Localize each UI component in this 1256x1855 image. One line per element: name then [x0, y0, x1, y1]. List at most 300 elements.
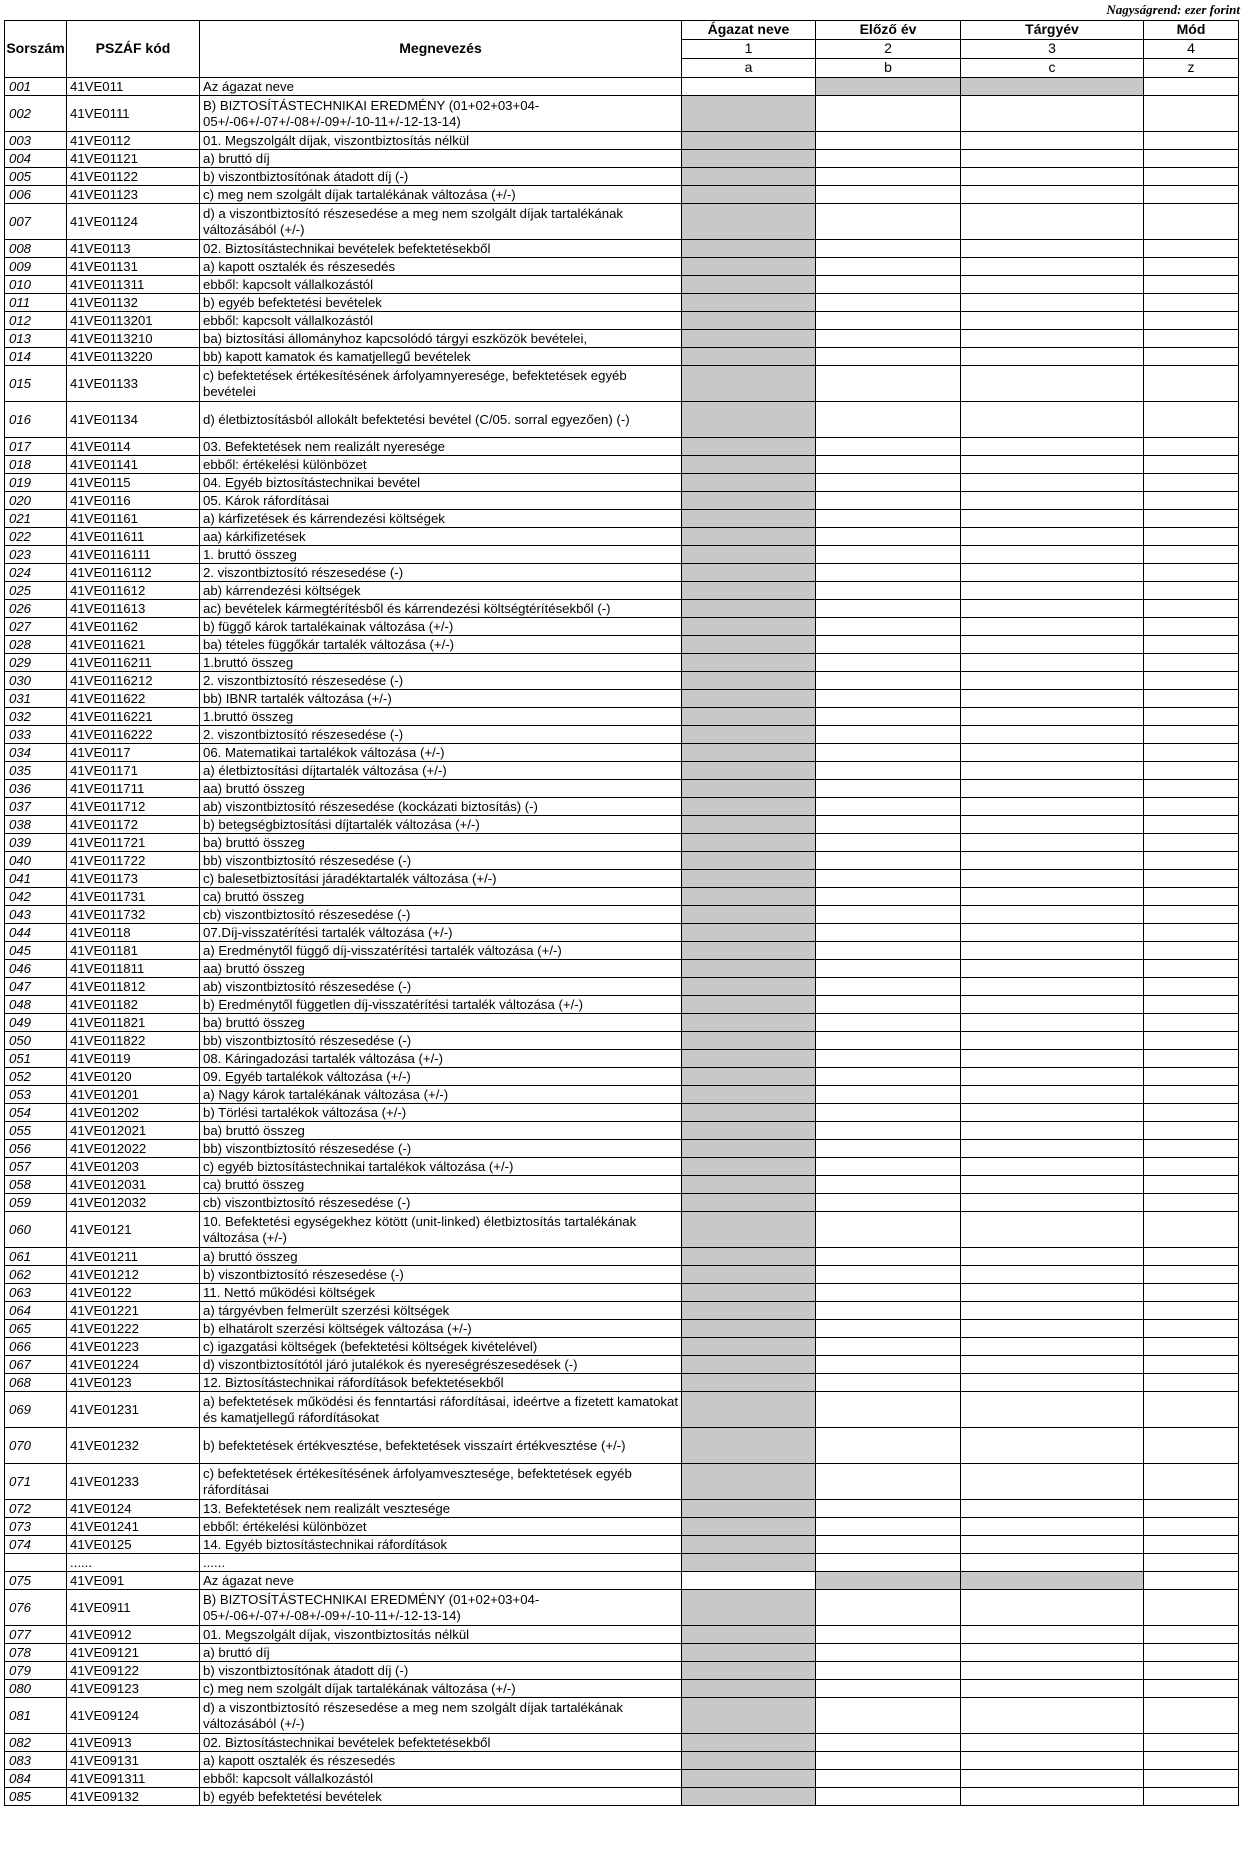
cell-mod[interactable] — [1144, 636, 1239, 654]
cell-targyev[interactable] — [961, 1752, 1144, 1770]
cell-elozo-ev[interactable] — [816, 1428, 961, 1464]
cell-mod[interactable] — [1144, 672, 1239, 690]
row-code: 41VE012022 — [67, 1140, 200, 1158]
cell-mod[interactable] — [1144, 1104, 1239, 1122]
cell-elozo-ev[interactable] — [816, 1644, 961, 1662]
cell-targyev[interactable] — [961, 276, 1144, 294]
cell-mod[interactable] — [1144, 1050, 1239, 1068]
cell-mod[interactable] — [1144, 744, 1239, 762]
row-number: 067 — [5, 1356, 67, 1374]
header-megnevezes: Megnevezés — [200, 21, 682, 78]
cell-mod[interactable] — [1144, 1302, 1239, 1320]
cell-elozo-ev[interactable] — [816, 276, 961, 294]
cell-targyev[interactable] — [961, 780, 1144, 798]
row-code: 41VE01162 — [67, 618, 200, 636]
cell-targyev[interactable] — [961, 1680, 1144, 1698]
row-number: 078 — [5, 1644, 67, 1662]
cell-mod[interactable] — [1144, 1356, 1239, 1374]
cell-elozo-ev[interactable] — [816, 1158, 961, 1176]
cell-mod[interactable] — [1144, 888, 1239, 906]
cell-targyev[interactable] — [961, 492, 1144, 510]
cell-elozo-ev[interactable] — [816, 1068, 961, 1086]
cell-targyev[interactable] — [961, 1158, 1144, 1176]
cell-targyev[interactable] — [961, 1140, 1144, 1158]
cell-mod[interactable] — [1144, 1086, 1239, 1104]
cell-elozo-ev[interactable] — [816, 1248, 961, 1266]
cell-mod[interactable] — [1144, 528, 1239, 546]
cell-elozo-ev[interactable] — [816, 834, 961, 852]
cell-targyev[interactable] — [961, 924, 1144, 942]
row-code: 41VE012021 — [67, 1122, 200, 1140]
cell-mod[interactable] — [1144, 1428, 1239, 1464]
cell-targyev[interactable] — [961, 1014, 1144, 1032]
cell-targyev[interactable] — [961, 1284, 1144, 1302]
cell-targyev[interactable] — [961, 978, 1144, 996]
cell-targyev[interactable] — [961, 1788, 1144, 1806]
cell-elozo-ev[interactable] — [816, 312, 961, 330]
cell-elozo-ev[interactable] — [816, 852, 961, 870]
cell-targyev[interactable] — [961, 834, 1144, 852]
row-label: ebből: kapcsolt vállalkozástól — [200, 276, 682, 294]
cell-elozo-ev[interactable] — [816, 600, 961, 618]
table-body — [5, 78, 1239, 1806]
cell-elozo-ev[interactable] — [816, 564, 961, 582]
cell-mod[interactable] — [1144, 600, 1239, 618]
cell-elozo-ev[interactable] — [816, 1788, 961, 1806]
cell-agazat — [682, 1122, 816, 1140]
cell-targyev[interactable] — [961, 186, 1144, 204]
cell-elozo-ev[interactable] — [816, 1266, 961, 1284]
cell-mod[interactable] — [1144, 1212, 1239, 1248]
cell-mod[interactable] — [1144, 942, 1239, 960]
cell-elozo-ev[interactable] — [816, 204, 961, 240]
cell-targyev[interactable] — [961, 294, 1144, 312]
cell-elozo-ev[interactable] — [816, 150, 961, 168]
cell-elozo-ev[interactable] — [816, 402, 961, 438]
cell-mod[interactable] — [1144, 852, 1239, 870]
row-label: ca) bruttó összeg — [200, 888, 682, 906]
cell-elozo-ev[interactable] — [816, 1500, 961, 1518]
cell-targyev[interactable] — [961, 798, 1144, 816]
cell-targyev[interactable] — [961, 96, 1144, 132]
cell-elozo-ev[interactable] — [816, 1734, 961, 1752]
cell-targyev[interactable] — [961, 1194, 1144, 1212]
cell-elozo-ev[interactable] — [816, 654, 961, 672]
cell-elozo-ev[interactable] — [816, 294, 961, 312]
cell-elozo-ev[interactable] — [816, 636, 961, 654]
row-label: 2. viszontbiztosító részesedése (-) — [200, 672, 682, 690]
cell-targyev[interactable] — [961, 744, 1144, 762]
cell-mod[interactable] — [1144, 564, 1239, 582]
cell-agazat — [682, 798, 816, 816]
cell-mod[interactable] — [1144, 1680, 1239, 1698]
row-number: 040 — [5, 852, 67, 870]
cell-elozo-ev[interactable] — [816, 1680, 961, 1698]
cell-elozo-ev[interactable] — [816, 1032, 961, 1050]
cell-mod[interactable] — [1144, 240, 1239, 258]
cell-elozo-ev[interactable] — [816, 1320, 961, 1338]
cell-mod[interactable] — [1144, 186, 1239, 204]
cell-targyev[interactable] — [961, 582, 1144, 600]
cell-elozo-ev[interactable] — [816, 438, 961, 456]
cell-mod[interactable] — [1144, 1158, 1239, 1176]
cell-elozo-ev[interactable] — [816, 168, 961, 186]
cell-elozo-ev[interactable] — [816, 1464, 961, 1500]
cell-mod[interactable] — [1144, 150, 1239, 168]
cell-targyev[interactable] — [961, 564, 1144, 582]
cell-targyev[interactable] — [961, 132, 1144, 150]
cell-mod[interactable] — [1144, 1590, 1239, 1626]
cell-targyev[interactable] — [961, 708, 1144, 726]
cell-elozo-ev[interactable] — [816, 1050, 961, 1068]
cell-mod[interactable] — [1144, 258, 1239, 276]
cell-mod[interactable] — [1144, 870, 1239, 888]
row-label: 1.bruttó összeg — [200, 708, 682, 726]
cell-elozo-ev[interactable] — [816, 672, 961, 690]
cell-elozo-ev[interactable] — [816, 906, 961, 924]
row-number: 074 — [5, 1536, 67, 1554]
cell-targyev[interactable] — [961, 312, 1144, 330]
cell-mod[interactable] — [1144, 456, 1239, 474]
cell-agazat — [682, 564, 816, 582]
cell-targyev[interactable] — [961, 1032, 1144, 1050]
cell-elozo-ev[interactable] — [816, 780, 961, 798]
cell-mod[interactable] — [1144, 366, 1239, 402]
cell-mod[interactable] — [1144, 1176, 1239, 1194]
cell-elozo-ev[interactable] — [816, 1554, 961, 1572]
cell-elozo-ev[interactable] — [816, 546, 961, 564]
cell-mod[interactable] — [1144, 1032, 1239, 1050]
cell-targyev[interactable] — [961, 1356, 1144, 1374]
cell-mod[interactable] — [1144, 204, 1239, 240]
row-number: 031 — [5, 690, 67, 708]
row-code: 41VE0125 — [67, 1536, 200, 1554]
cell-targyev[interactable] — [961, 348, 1144, 366]
cell-elozo-ev[interactable] — [816, 1302, 961, 1320]
cell-targyev[interactable] — [961, 816, 1144, 834]
cell-elozo-ev[interactable] — [816, 330, 961, 348]
cell-mod[interactable] — [1144, 1284, 1239, 1302]
cell-agazat — [682, 1554, 816, 1572]
row-number: 068 — [5, 1374, 67, 1392]
cell-mod[interactable] — [1144, 330, 1239, 348]
cell-mod[interactable] — [1144, 348, 1239, 366]
cell-elozo-ev[interactable] — [816, 1338, 961, 1356]
cell-elozo-ev[interactable] — [816, 582, 961, 600]
cell-elozo-ev[interactable] — [816, 1122, 961, 1140]
cell-targyev[interactable] — [961, 1050, 1144, 1068]
cell-targyev[interactable] — [961, 690, 1144, 708]
row-code: 41VE011732 — [67, 906, 200, 924]
cell-mod[interactable] — [1144, 996, 1239, 1014]
cell-elozo-ev[interactable] — [816, 726, 961, 744]
table-row — [5, 1338, 1239, 1356]
row-code: 41VE01202 — [67, 1104, 200, 1122]
row-number: 081 — [5, 1698, 67, 1734]
cell-targyev[interactable] — [961, 1464, 1144, 1500]
cell-mod[interactable] — [1144, 1248, 1239, 1266]
cell-targyev[interactable] — [961, 888, 1144, 906]
cell-mod[interactable] — [1144, 1122, 1239, 1140]
cell-elozo-ev[interactable] — [816, 942, 961, 960]
cell-elozo-ev[interactable] — [816, 240, 961, 258]
cell-targyev[interactable] — [961, 1518, 1144, 1536]
cell-elozo-ev[interactable] — [816, 690, 961, 708]
cell-targyev[interactable] — [961, 474, 1144, 492]
cell-targyev[interactable] — [961, 1536, 1144, 1554]
cell-targyev[interactable] — [961, 1086, 1144, 1104]
cell-agazat — [682, 1032, 816, 1050]
cell-elozo-ev[interactable] — [816, 924, 961, 942]
cell-mod[interactable] — [1144, 816, 1239, 834]
cell-targyev[interactable] — [961, 906, 1144, 924]
cell-targyev[interactable] — [961, 1770, 1144, 1788]
cell-mod[interactable] — [1144, 1554, 1239, 1572]
cell-mod[interactable] — [1144, 1518, 1239, 1536]
cell-agazat[interactable] — [682, 1572, 816, 1590]
cell-mod[interactable] — [1144, 1698, 1239, 1734]
cell-targyev[interactable] — [961, 1392, 1144, 1428]
cell-targyev[interactable] — [961, 1644, 1144, 1662]
cell-mod[interactable] — [1144, 690, 1239, 708]
cell-mod[interactable] — [1144, 1194, 1239, 1212]
cell-targyev[interactable] — [961, 1590, 1144, 1626]
cell-agazat — [682, 1086, 816, 1104]
cell-targyev[interactable] — [961, 960, 1144, 978]
cell-elozo-ev[interactable] — [816, 1392, 961, 1428]
cell-elozo-ev[interactable] — [816, 528, 961, 546]
row-label: ba) tételes függőkár tartalék változása (+/-) — [200, 636, 682, 654]
cell-targyev[interactable] — [961, 330, 1144, 348]
cell-targyev[interactable] — [961, 1338, 1144, 1356]
cell-mod[interactable] — [1144, 834, 1239, 852]
cell-mod[interactable] — [1144, 168, 1239, 186]
cell-mod[interactable] — [1144, 1644, 1239, 1662]
cell-elozo-ev[interactable] — [816, 1662, 961, 1680]
cell-mod[interactable] — [1144, 960, 1239, 978]
cell-elozo-ev[interactable] — [816, 1626, 961, 1644]
cell-targyev[interactable] — [961, 672, 1144, 690]
cell-elozo-ev[interactable] — [816, 762, 961, 780]
cell-targyev[interactable] — [961, 1320, 1144, 1338]
cell-elozo-ev[interactable] — [816, 960, 961, 978]
header-col-1-title: Ágazat neve — [682, 21, 816, 40]
cell-mod[interactable] — [1144, 1572, 1239, 1590]
cell-targyev[interactable] — [961, 546, 1144, 564]
cell-mod[interactable] — [1144, 1068, 1239, 1086]
cell-targyev[interactable] — [961, 600, 1144, 618]
cell-mod[interactable] — [1144, 402, 1239, 438]
cell-elozo-ev[interactable] — [816, 888, 961, 906]
cell-elozo-ev[interactable] — [816, 816, 961, 834]
cell-mod[interactable] — [1144, 906, 1239, 924]
cell-targyev[interactable] — [961, 1302, 1144, 1320]
cell-targyev[interactable] — [961, 654, 1144, 672]
cell-elozo-ev[interactable] — [816, 96, 961, 132]
cell-mod[interactable] — [1144, 1662, 1239, 1680]
cell-mod[interactable] — [1144, 1464, 1239, 1500]
cell-agazat — [682, 1770, 816, 1788]
cell-elozo-ev[interactable] — [816, 1770, 961, 1788]
cell-elozo-ev[interactable] — [816, 1086, 961, 1104]
row-code: 41VE0113 — [67, 240, 200, 258]
row-label: 02. Biztosítástechnikai bevételek befektetésekből — [200, 1734, 682, 1752]
cell-elozo-ev[interactable] — [816, 1590, 961, 1626]
cell-targyev[interactable] — [961, 1176, 1144, 1194]
cell-mod[interactable] — [1144, 1770, 1239, 1788]
cell-elozo-ev[interactable] — [816, 492, 961, 510]
cell-mod[interactable] — [1144, 780, 1239, 798]
cell-mod[interactable] — [1144, 492, 1239, 510]
cell-elozo-ev[interactable] — [816, 1518, 961, 1536]
cell-mod[interactable] — [1144, 1788, 1239, 1806]
cell-mod[interactable] — [1144, 618, 1239, 636]
cell-elozo-ev[interactable] — [816, 1194, 961, 1212]
cell-targyev[interactable] — [961, 618, 1144, 636]
cell-mod[interactable] — [1144, 294, 1239, 312]
cell-mod[interactable] — [1144, 798, 1239, 816]
cell-mod[interactable] — [1144, 1320, 1239, 1338]
cell-mod[interactable] — [1144, 726, 1239, 744]
row-code: 41VE0122 — [67, 1284, 200, 1302]
cell-elozo-ev[interactable] — [816, 186, 961, 204]
cell-targyev[interactable] — [961, 438, 1144, 456]
cell-targyev[interactable] — [961, 870, 1144, 888]
cell-targyev[interactable] — [961, 1248, 1144, 1266]
cell-targyev[interactable] — [961, 150, 1144, 168]
cell-mod[interactable] — [1144, 276, 1239, 294]
cell-targyev[interactable] — [961, 168, 1144, 186]
cell-targyev — [961, 1572, 1144, 1590]
cell-targyev[interactable] — [961, 366, 1144, 402]
cell-targyev[interactable] — [961, 942, 1144, 960]
cell-targyev[interactable] — [961, 726, 1144, 744]
cell-mod[interactable] — [1144, 762, 1239, 780]
cell-agazat — [682, 906, 816, 924]
cell-elozo-ev[interactable] — [816, 1140, 961, 1158]
cell-mod[interactable] — [1144, 1536, 1239, 1554]
cell-elozo-ev[interactable] — [816, 366, 961, 402]
cell-mod[interactable] — [1144, 1266, 1239, 1284]
cell-mod[interactable] — [1144, 438, 1239, 456]
cell-targyev[interactable] — [961, 1212, 1144, 1248]
cell-targyev[interactable] — [961, 1068, 1144, 1086]
cell-elozo-ev[interactable] — [816, 1536, 961, 1554]
cell-elozo-ev[interactable] — [816, 870, 961, 888]
cell-mod[interactable] — [1144, 132, 1239, 150]
cell-agazat — [682, 1680, 816, 1698]
cell-mod[interactable] — [1144, 1392, 1239, 1428]
cell-elozo-ev[interactable] — [816, 1176, 961, 1194]
cell-mod[interactable] — [1144, 708, 1239, 726]
cell-elozo-ev[interactable] — [816, 258, 961, 276]
cell-elozo-ev[interactable] — [816, 1284, 961, 1302]
cell-targyev[interactable] — [961, 1500, 1144, 1518]
cell-elozo-ev[interactable] — [816, 456, 961, 474]
cell-mod[interactable] — [1144, 546, 1239, 564]
cell-mod[interactable] — [1144, 924, 1239, 942]
cell-targyev[interactable] — [961, 1626, 1144, 1644]
cell-mod[interactable] — [1144, 1626, 1239, 1644]
cell-mod[interactable] — [1144, 1338, 1239, 1356]
cell-mod[interactable] — [1144, 1734, 1239, 1752]
cell-targyev[interactable] — [961, 1698, 1144, 1734]
cell-targyev[interactable] — [961, 528, 1144, 546]
cell-targyev[interactable] — [961, 258, 1144, 276]
table-row — [5, 96, 1239, 132]
cell-elozo-ev[interactable] — [816, 618, 961, 636]
cell-elozo-ev[interactable] — [816, 744, 961, 762]
cell-mod[interactable] — [1144, 1752, 1239, 1770]
cell-elozo-ev[interactable] — [816, 1752, 961, 1770]
cell-targyev[interactable] — [961, 510, 1144, 528]
cell-elozo-ev[interactable] — [816, 1698, 961, 1734]
cell-targyev[interactable] — [961, 402, 1144, 438]
cell-mod[interactable] — [1144, 312, 1239, 330]
cell-elozo-ev[interactable] — [816, 798, 961, 816]
row-code: 41VE01231 — [67, 1392, 200, 1428]
cell-mod[interactable] — [1144, 582, 1239, 600]
row-label: 2. viszontbiztosító részesedése (-) — [200, 726, 682, 744]
cell-mod[interactable] — [1144, 1374, 1239, 1392]
cell-targyev[interactable] — [961, 1662, 1144, 1680]
cell-mod[interactable] — [1144, 1140, 1239, 1158]
table-row — [5, 312, 1239, 330]
cell-mod[interactable] — [1144, 474, 1239, 492]
cell-mod[interactable] — [1144, 654, 1239, 672]
cell-elozo-ev[interactable] — [816, 510, 961, 528]
cell-mod[interactable] — [1144, 78, 1239, 96]
table-row — [5, 798, 1239, 816]
cell-elozo-ev[interactable] — [816, 978, 961, 996]
cell-mod[interactable] — [1144, 1014, 1239, 1032]
row-number: 064 — [5, 1302, 67, 1320]
cell-elozo-ev[interactable] — [816, 1212, 961, 1248]
cell-targyev[interactable] — [961, 636, 1144, 654]
cell-targyev[interactable] — [961, 996, 1144, 1014]
cell-targyev[interactable] — [961, 1266, 1144, 1284]
row-label: b) egyéb befektetési bevételek — [200, 1788, 682, 1806]
cell-targyev[interactable] — [961, 1104, 1144, 1122]
cell-elozo-ev[interactable] — [816, 1374, 961, 1392]
cell-targyev[interactable] — [961, 1554, 1144, 1572]
cell-elozo-ev[interactable] — [816, 132, 961, 150]
cell-elozo-ev[interactable] — [816, 1014, 961, 1032]
cell-mod[interactable] — [1144, 978, 1239, 996]
cell-agazat[interactable] — [682, 78, 816, 96]
cell-targyev[interactable] — [961, 1734, 1144, 1752]
cell-mod[interactable] — [1144, 96, 1239, 132]
cell-elozo-ev[interactable] — [816, 1356, 961, 1374]
cell-targyev[interactable] — [961, 1374, 1144, 1392]
cell-elozo-ev[interactable] — [816, 1104, 961, 1122]
cell-targyev[interactable] — [961, 240, 1144, 258]
cell-mod[interactable] — [1144, 510, 1239, 528]
cell-elozo-ev[interactable] — [816, 996, 961, 1014]
cell-targyev[interactable] — [961, 1122, 1144, 1140]
cell-targyev[interactable] — [961, 1428, 1144, 1464]
cell-targyev[interactable] — [961, 204, 1144, 240]
cell-mod[interactable] — [1144, 1500, 1239, 1518]
cell-targyev[interactable] — [961, 762, 1144, 780]
row-code: 41VE012031 — [67, 1176, 200, 1194]
cell-elozo-ev[interactable] — [816, 474, 961, 492]
table-row — [5, 816, 1239, 834]
cell-elozo-ev[interactable] — [816, 708, 961, 726]
cell-targyev[interactable] — [961, 852, 1144, 870]
cell-elozo-ev[interactable] — [816, 348, 961, 366]
cell-targyev[interactable] — [961, 456, 1144, 474]
